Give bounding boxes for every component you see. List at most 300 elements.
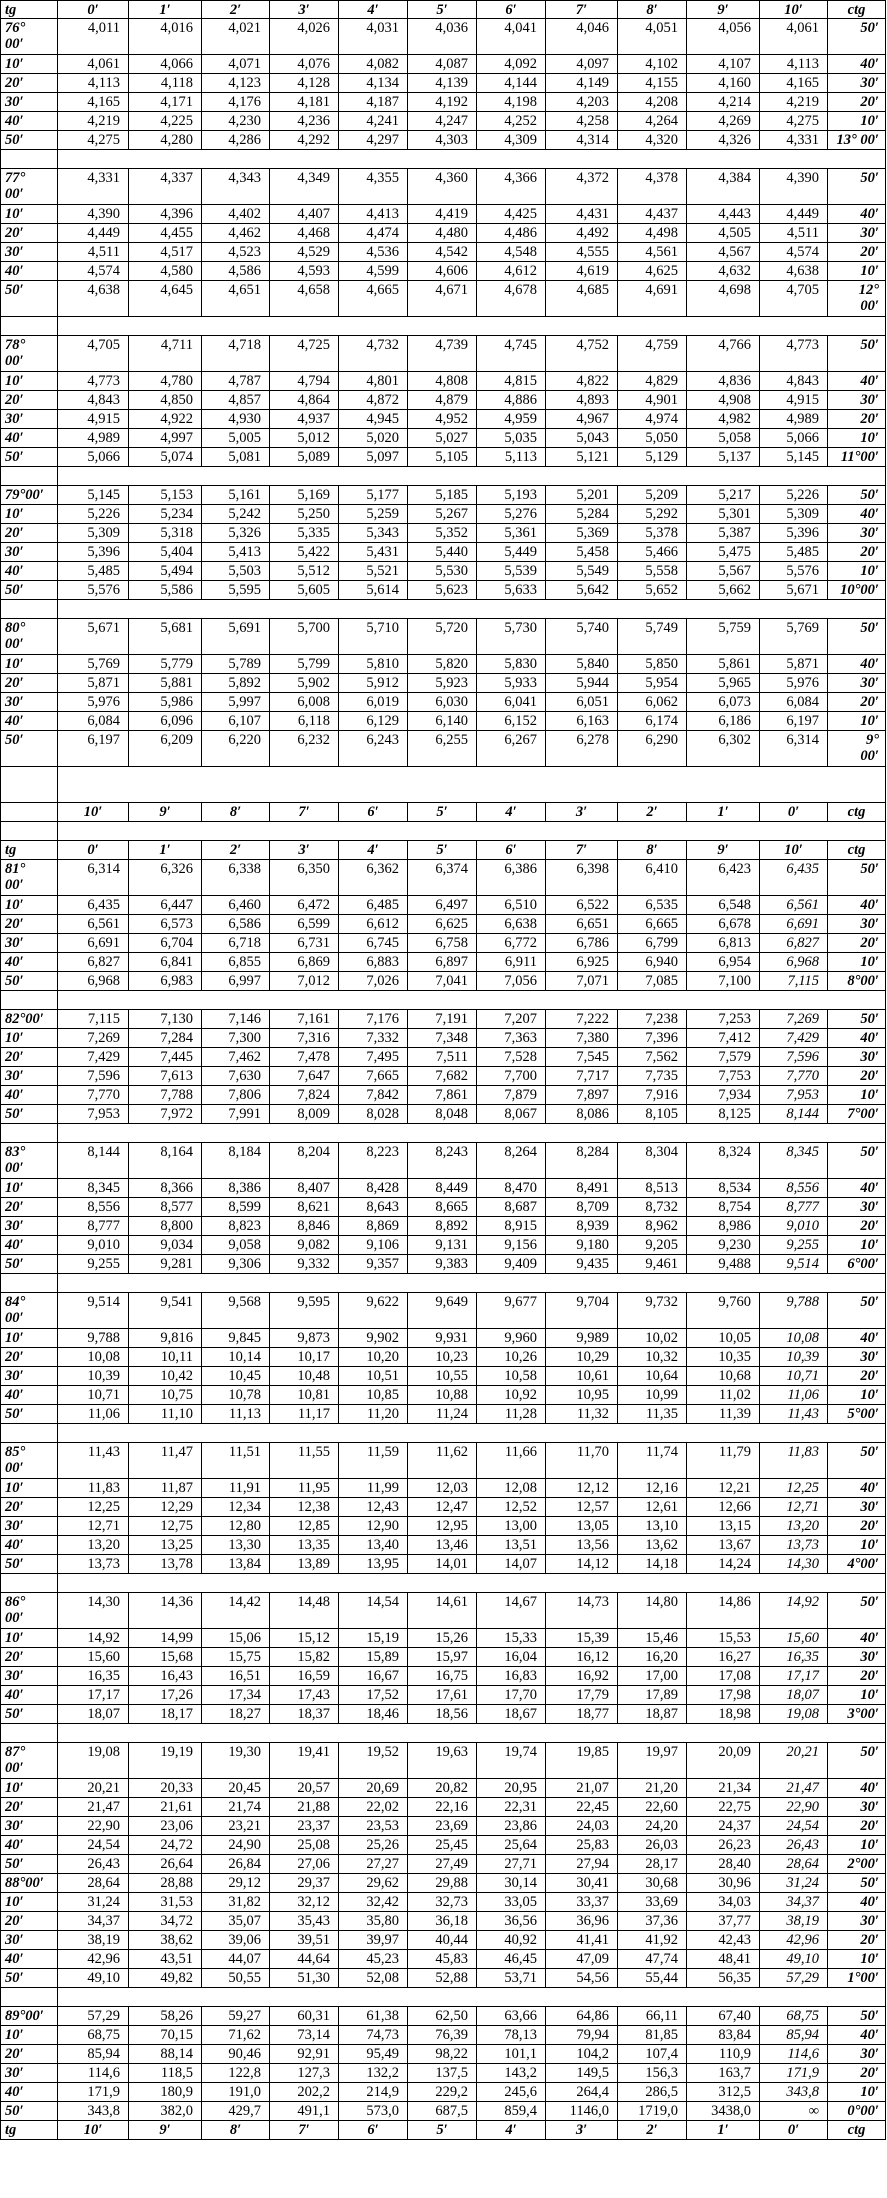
value-cell: 4,612 [477, 262, 546, 281]
value-cell: 26,43 [58, 1855, 129, 1874]
complement-label: 5°00′ [828, 1405, 886, 1424]
value-cell: 13,78 [129, 1555, 202, 1574]
value-cell: 11,06 [760, 1386, 828, 1405]
value-cell: 4,915 [58, 410, 129, 429]
value-cell: 4,705 [760, 281, 828, 317]
spacer-cell [58, 600, 886, 619]
value-cell: 8,428 [339, 1179, 408, 1198]
value-cell: 5,912 [339, 674, 408, 693]
value-cell: 4,718 [202, 336, 270, 372]
header-cell: 8′ [202, 803, 270, 822]
value-cell: 10,75 [129, 1386, 202, 1405]
complement-label: 2°00′ [828, 1855, 886, 1874]
value-cell: 4,908 [687, 391, 760, 410]
value-cell: 81,85 [618, 2026, 687, 2045]
value-cell: 18,98 [687, 1705, 760, 1724]
value-cell: 10,26 [477, 1348, 546, 1367]
value-cell: 5,201 [546, 486, 618, 505]
table-spacer-row [0, 822, 886, 841]
table-row [0, 19, 886, 55]
value-cell: 4,982 [687, 410, 760, 429]
table-row [0, 74, 886, 93]
value-cell: 14,42 [202, 1593, 270, 1629]
table-row [0, 655, 886, 674]
value-cell: 6,665 [618, 915, 687, 934]
value-cell: 13,67 [687, 1536, 760, 1555]
value-cell: 17,98 [687, 1686, 760, 1705]
complement-label: 50′ [828, 19, 886, 55]
value-cell: 143,2 [477, 2064, 546, 2083]
value-cell: 6,561 [58, 915, 129, 934]
value-cell: 5,226 [760, 486, 828, 505]
value-cell: 12,43 [339, 1498, 408, 1517]
value-cell: 12,03 [408, 1479, 477, 1498]
value-cell: 23,21 [202, 1817, 270, 1836]
value-cell: 7,130 [129, 1010, 202, 1029]
table-row [0, 934, 886, 953]
value-cell: 7,579 [687, 1048, 760, 1067]
complement-label: 30′ [828, 1048, 886, 1067]
value-cell: 9,058 [202, 1236, 270, 1255]
value-cell: 57,29 [58, 2007, 129, 2026]
value-cell: 9,205 [618, 1236, 687, 1255]
value-cell: 4,326 [687, 131, 760, 150]
value-cell: 7,991 [202, 1105, 270, 1124]
value-cell: 4,214 [687, 93, 760, 112]
value-cell: 8,284 [546, 1143, 618, 1179]
value-cell: 30,14 [477, 1874, 546, 1893]
value-cell: 11,28 [477, 1405, 546, 1424]
value-cell: 7,753 [687, 1067, 760, 1086]
value-cell: 14,12 [546, 1555, 618, 1574]
value-cell: 12,08 [477, 1479, 546, 1498]
value-cell: 8,345 [58, 1179, 129, 1198]
value-cell: 63,66 [477, 2007, 546, 2026]
value-cell: 4,275 [58, 131, 129, 150]
header-cell: 3′ [270, 0, 339, 19]
value-cell: 9,514 [760, 1255, 828, 1274]
value-cell: 30,68 [618, 1874, 687, 1893]
value-cell: 4,331 [58, 169, 129, 205]
header-cell: 4′ [339, 841, 408, 860]
angle-label: 79°00′ [0, 486, 58, 505]
value-cell: 10,35 [687, 1348, 760, 1367]
value-cell: 5,343 [339, 524, 408, 543]
value-cell: 10,11 [129, 1348, 202, 1367]
value-cell: 7,972 [129, 1105, 202, 1124]
value-cell: 6,019 [339, 693, 408, 712]
value-cell: 9,902 [339, 1329, 408, 1348]
value-cell: 4,066 [129, 55, 202, 74]
value-cell: 5,145 [760, 448, 828, 467]
angle-label: 30′ [0, 693, 58, 712]
table-row [0, 1517, 886, 1536]
value-cell: 7,916 [618, 1086, 687, 1105]
value-cell: 20,95 [477, 1779, 546, 1798]
angle-label: 89°00′ [0, 2007, 58, 2026]
value-cell: 5,720 [408, 619, 477, 655]
value-cell: 11,24 [408, 1405, 477, 1424]
value-cell: 6,813 [687, 934, 760, 953]
table-spacer-row [0, 1274, 886, 1293]
value-cell: 4,739 [408, 336, 477, 372]
header-cell: 1′ [129, 0, 202, 19]
value-cell: 6,186 [687, 712, 760, 731]
complement-label: 40′ [828, 1029, 886, 1048]
complement-label: 9° 00′ [828, 731, 886, 767]
value-cell: 50,55 [202, 1969, 270, 1988]
angle-label: 82°00′ [0, 1010, 58, 1029]
value-cell: 4,536 [339, 243, 408, 262]
angle-label: 20′ [0, 74, 58, 93]
value-cell: 36,56 [477, 1912, 546, 1931]
table-row [0, 281, 886, 317]
value-cell: 4,171 [129, 93, 202, 112]
value-cell: 6,625 [408, 915, 477, 934]
value-cell: 7,012 [270, 972, 339, 991]
value-cell: 41,41 [546, 1931, 618, 1950]
value-cell: 8,366 [129, 1179, 202, 1198]
value-cell: 36,96 [546, 1912, 618, 1931]
value-cell: 573,0 [339, 2102, 408, 2121]
angle-label: 40′ [0, 112, 58, 131]
value-cell: 4,056 [687, 19, 760, 55]
value-cell: 4,087 [408, 55, 477, 74]
value-cell: 4,241 [339, 112, 408, 131]
value-cell: 8,823 [202, 1217, 270, 1236]
value-cell: 4,794 [270, 372, 339, 391]
value-cell: 12,90 [339, 1517, 408, 1536]
value-cell: 4,134 [339, 74, 408, 93]
value-cell: 4,449 [58, 224, 129, 243]
value-cell: 15,75 [202, 1648, 270, 1667]
value-cell: 4,046 [546, 19, 618, 55]
value-cell: 6,447 [129, 896, 202, 915]
value-cell: 5,475 [687, 543, 760, 562]
value-cell: 7,613 [129, 1067, 202, 1086]
value-cell: 5,944 [546, 674, 618, 693]
value-cell: 38,19 [760, 1912, 828, 1931]
value-cell: 5,058 [687, 429, 760, 448]
value-cell: 118,5 [129, 2064, 202, 2083]
value-cell: 4,286 [202, 131, 270, 150]
value-cell: 4,192 [408, 93, 477, 112]
value-cell: 6,772 [477, 934, 546, 953]
value-cell: 6,290 [618, 731, 687, 767]
value-cell: 6,983 [129, 972, 202, 991]
value-cell: 8,009 [270, 1105, 339, 1124]
table-row [0, 1086, 886, 1105]
value-cell: 5,259 [339, 505, 408, 524]
value-cell: 10,71 [58, 1386, 129, 1405]
angle-label: 78° 00′ [0, 336, 58, 372]
value-cell: 4,462 [202, 224, 270, 243]
spacer-cell [58, 317, 886, 336]
value-cell: 11,87 [129, 1479, 202, 1498]
value-cell: 137,5 [408, 2064, 477, 2083]
value-cell: 4,698 [687, 281, 760, 317]
value-cell: 6,704 [129, 934, 202, 953]
complement-label: 40′ [828, 655, 886, 674]
value-cell: 26,64 [129, 1855, 202, 1874]
value-cell: 5,923 [408, 674, 477, 693]
complement-label: 50′ [828, 1293, 886, 1329]
complement-label: 30′ [828, 674, 886, 693]
value-cell: 5,700 [270, 619, 339, 655]
table-row [0, 1874, 886, 1893]
value-cell: 14,67 [477, 1593, 546, 1629]
table-row [0, 1367, 886, 1386]
value-cell: 45,23 [339, 1950, 408, 1969]
table-row [0, 1593, 886, 1629]
complement-label: 13° 00′ [828, 131, 886, 150]
value-cell: 21,07 [546, 1779, 618, 1798]
value-cell: 11,62 [408, 1443, 477, 1479]
header-cell: 2′ [202, 0, 270, 19]
header-cell: ctg [828, 803, 886, 822]
value-cell: 6,786 [546, 934, 618, 953]
value-cell: 7,115 [58, 1010, 129, 1029]
value-cell: 5,449 [477, 543, 546, 562]
value-cell: 6,314 [760, 731, 828, 767]
value-cell: 4,678 [477, 281, 546, 317]
value-cell: 53,71 [477, 1969, 546, 1988]
value-cell: 34,37 [760, 1893, 828, 1912]
value-cell: 5,503 [202, 562, 270, 581]
value-cell: 5,623 [408, 581, 477, 600]
angle-label: 40′ [0, 262, 58, 281]
header-cell: 10′ [760, 841, 828, 860]
value-cell: 18,87 [618, 1705, 687, 1724]
value-cell: 22,45 [546, 1798, 618, 1817]
value-cell: 4,309 [477, 131, 546, 150]
value-cell: 5,226 [58, 505, 129, 524]
complement-label: 20′ [828, 93, 886, 112]
value-cell: 12,38 [270, 1498, 339, 1517]
value-cell: 17,79 [546, 1686, 618, 1705]
value-cell: 6,140 [408, 712, 477, 731]
table-row [0, 915, 886, 934]
header-cell: 10′ [58, 2121, 129, 2140]
value-cell: 5,458 [546, 543, 618, 562]
value-cell: 9,649 [408, 1293, 477, 1329]
value-cell: 8,643 [339, 1198, 408, 1217]
value-cell: 6,338 [202, 860, 270, 896]
value-cell: 4,574 [58, 262, 129, 281]
value-cell: 21,20 [618, 1779, 687, 1798]
value-cell: 5,730 [477, 619, 546, 655]
value-cell: 312,5 [687, 2083, 760, 2102]
value-cell: 5,740 [546, 619, 618, 655]
value-cell: 10,78 [202, 1386, 270, 1405]
table-row [0, 1950, 886, 1969]
value-cell: 114,6 [58, 2064, 129, 2083]
table-row [0, 712, 886, 731]
value-cell: 6,398 [546, 860, 618, 896]
complement-label: 20′ [828, 1067, 886, 1086]
value-cell: 59,27 [202, 2007, 270, 2026]
value-cell: 6,435 [760, 860, 828, 896]
angle-label: 40′ [0, 1086, 58, 1105]
value-cell: 6,197 [760, 712, 828, 731]
header-cell: tg [0, 841, 58, 860]
value-cell: 8,105 [618, 1105, 687, 1124]
value-cell: 8,223 [339, 1143, 408, 1179]
value-cell: 5,558 [618, 562, 687, 581]
value-cell: 18,37 [270, 1705, 339, 1724]
complement-label: 40′ [828, 1329, 886, 1348]
value-cell: 4,780 [129, 372, 202, 391]
table-spacer-row [0, 1988, 886, 2007]
table-row [0, 1779, 886, 1798]
complement-label: 10′ [828, 262, 886, 281]
value-cell: 10,81 [270, 1386, 339, 1405]
value-cell: 5,605 [270, 581, 339, 600]
value-cell: 4,511 [58, 243, 129, 262]
value-cell: 10,45 [202, 1367, 270, 1386]
value-cell: 16,35 [760, 1648, 828, 1667]
value-cell: 15,60 [760, 1629, 828, 1648]
header-cell: 10′ [760, 0, 828, 19]
value-cell: 17,17 [58, 1686, 129, 1705]
complement-label: 40′ [828, 205, 886, 224]
value-cell: 180,9 [129, 2083, 202, 2102]
table-row [0, 1198, 886, 1217]
value-cell: 19,08 [760, 1705, 828, 1724]
value-cell: 9,306 [202, 1255, 270, 1274]
value-cell: 10,42 [129, 1367, 202, 1386]
table-row [0, 674, 886, 693]
value-cell: 6,522 [546, 896, 618, 915]
value-cell: 18,56 [408, 1705, 477, 1724]
table-spacer-row [0, 1574, 886, 1593]
value-cell: 229,2 [408, 2083, 477, 2102]
complement-label: 10′ [828, 562, 886, 581]
value-cell: 4,843 [760, 372, 828, 391]
value-cell: 5,494 [129, 562, 202, 581]
complement-label: 7°00′ [828, 1105, 886, 1124]
value-cell: 7,300 [202, 1029, 270, 1048]
header-cell: 0′ [760, 803, 828, 822]
value-cell: 11,95 [270, 1479, 339, 1498]
value-cell: 4,413 [339, 205, 408, 224]
value-cell: 7,115 [760, 972, 828, 991]
table-row [0, 1443, 886, 1479]
value-cell: 9,989 [546, 1329, 618, 1348]
value-cell: 5,276 [477, 505, 546, 524]
complement-label: 10′ [828, 953, 886, 972]
value-cell: 4,967 [546, 410, 618, 429]
value-cell: 6,243 [339, 731, 408, 767]
value-cell: 14,07 [477, 1555, 546, 1574]
value-cell: 8,513 [618, 1179, 687, 1198]
value-cell: 24,20 [618, 1817, 687, 1836]
value-cell: 27,06 [270, 1855, 339, 1874]
spacer-cell [58, 822, 886, 841]
complement-label: 6°00′ [828, 1255, 886, 1274]
value-cell: 4,593 [270, 262, 339, 281]
value-cell: 5,933 [477, 674, 546, 693]
value-cell: 27,49 [408, 1855, 477, 1874]
value-cell: 7,647 [270, 1067, 339, 1086]
value-cell: 95,49 [339, 2045, 408, 2064]
value-cell: 4,258 [546, 112, 618, 131]
angle-label: 40′ [0, 562, 58, 581]
value-cell: 34,37 [58, 1912, 129, 1931]
value-cell: 4,638 [58, 281, 129, 317]
angle-label: 30′ [0, 1817, 58, 1836]
table-row [0, 1217, 886, 1236]
value-cell: 12,61 [618, 1498, 687, 1517]
value-cell: 5,485 [58, 562, 129, 581]
table-row [0, 372, 886, 391]
value-cell: 5,850 [618, 655, 687, 674]
value-cell: 23,37 [270, 1817, 339, 1836]
value-cell: 5,871 [760, 655, 828, 674]
value-cell: 4,396 [129, 205, 202, 224]
value-cell: 4,691 [618, 281, 687, 317]
value-cell: 10,32 [618, 1348, 687, 1367]
angle-label: 50′ [0, 1555, 58, 1574]
angle-label: 40′ [0, 953, 58, 972]
value-cell: 9,732 [618, 1293, 687, 1329]
value-cell: 13,84 [202, 1555, 270, 1574]
complement-label: 30′ [828, 74, 886, 93]
value-cell: 11,43 [760, 1405, 828, 1424]
table-row [0, 1536, 886, 1555]
table-spacer-row [0, 317, 886, 336]
table-row [0, 1705, 886, 1724]
value-cell: 11,47 [129, 1443, 202, 1479]
value-cell: 8,986 [687, 1217, 760, 1236]
value-cell: 4,599 [339, 262, 408, 281]
value-cell: 4,443 [687, 205, 760, 224]
angle-label: 50′ [0, 1405, 58, 1424]
complement-label: 20′ [828, 1517, 886, 1536]
value-cell: 22,90 [760, 1798, 828, 1817]
value-cell: 21,34 [687, 1779, 760, 1798]
value-cell: 16,83 [477, 1667, 546, 1686]
value-cell: 9,255 [760, 1236, 828, 1255]
value-cell: 31,82 [202, 1893, 270, 1912]
value-cell: 31,24 [58, 1893, 129, 1912]
value-cell: 6,084 [760, 693, 828, 712]
value-cell: 7,953 [58, 1105, 129, 1124]
value-cell: 5,081 [202, 448, 270, 467]
header-cell: 1′ [129, 841, 202, 860]
table-row [0, 1817, 886, 1836]
value-cell: 11,35 [618, 1405, 687, 1424]
value-cell: 12,85 [270, 1517, 339, 1536]
value-cell: 4,787 [202, 372, 270, 391]
table-row [0, 224, 886, 243]
value-cell: 8,345 [760, 1143, 828, 1179]
header-cell: 4′ [339, 0, 408, 19]
value-cell: 8,204 [270, 1143, 339, 1179]
value-cell: 14,24 [687, 1555, 760, 1574]
value-cell: 24,54 [58, 1836, 129, 1855]
table-row [0, 2045, 886, 2064]
header-cell: 1′ [687, 803, 760, 822]
spacer-cell [0, 991, 58, 1010]
value-cell: 12,71 [58, 1517, 129, 1536]
value-cell: 12,29 [129, 1498, 202, 1517]
value-cell: 4,922 [129, 410, 202, 429]
value-cell: 4,732 [339, 336, 408, 372]
value-cell: 4,945 [339, 410, 408, 429]
value-cell: 7,100 [687, 972, 760, 991]
value-cell: 7,528 [477, 1048, 546, 1067]
